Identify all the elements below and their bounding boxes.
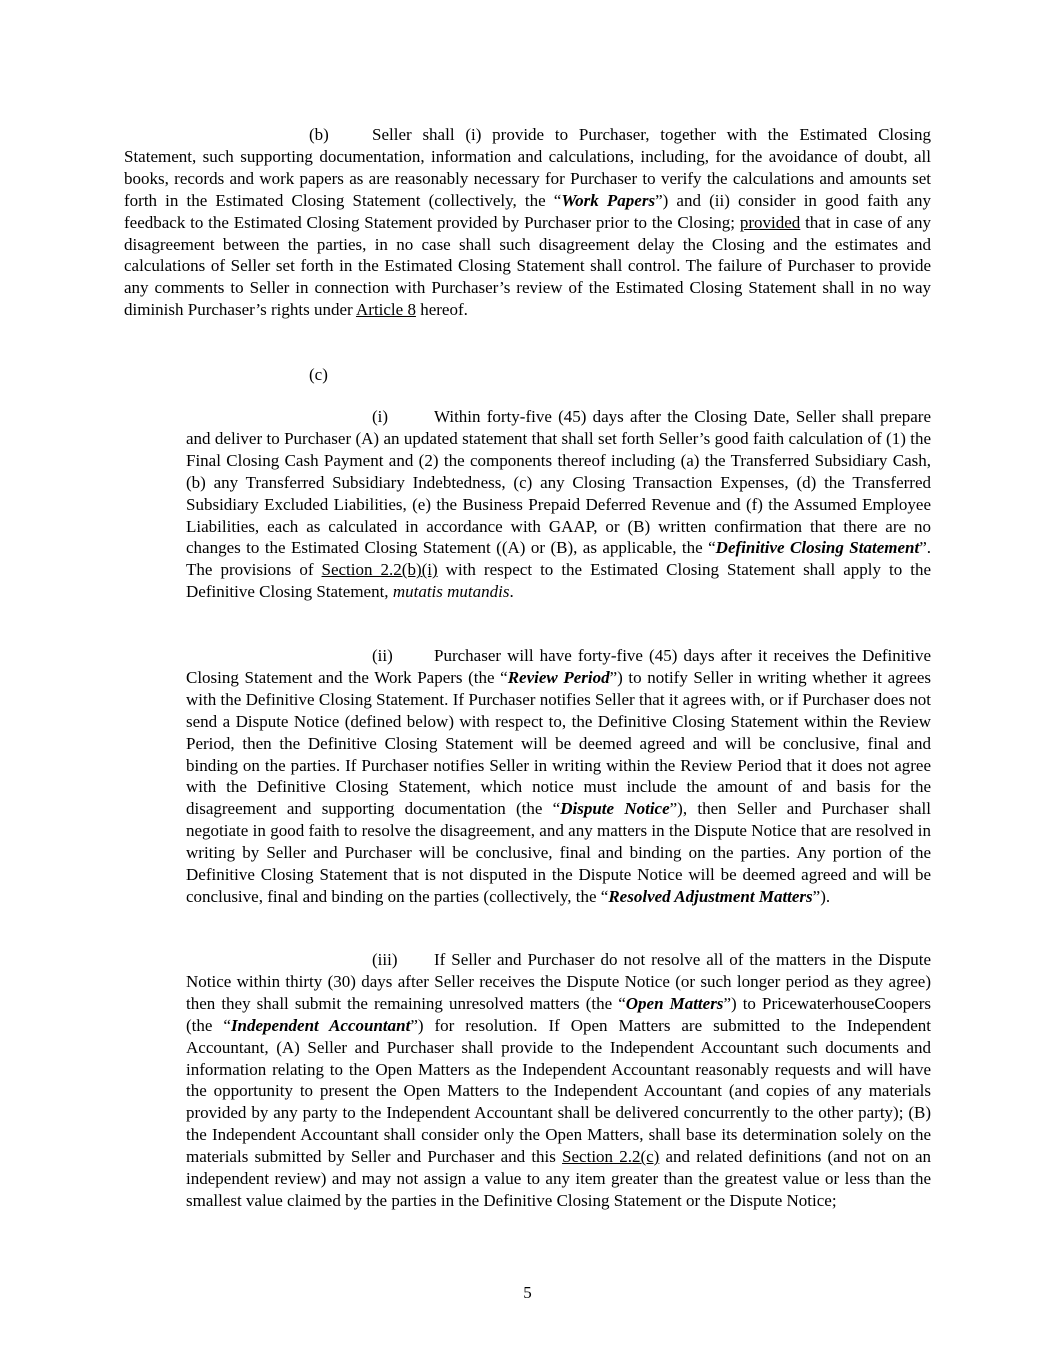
- paragraph-c-iii-text-3: ”) for resolution. If Open Matters are submitted to the Independent Accountant, (A) Seller and Purchaser shall provide to the Independent Accountant such documents and information relating to the Open Matters as the Independent Accountant reasonably requests and will have the opportunity to present the Open Matters to the Independent Accountant (and copies of any materials provided by any party to the Independent Accountant shall be delivered concurrently to the other party); (B) the Independent Accountant shall consider only the Open Matters, shall base its determination solely on the materials submitted by Seller and Purchaser and this: [186, 1015, 931, 1167]
- paragraph-c-i-text-2: ”. The provisions of: [186, 538, 931, 580]
- paragraph-c-iii-label: (iii): [372, 950, 398, 969]
- paragraph-b-text-3: that in case of any disagreement between the parties, in no case shall such disagreement delay the Closing and the estimates and calculations of Seller set forth in the Estimated Closing Statement shall control. The failure of Purchaser to provide any comments to Seller in connection with Purchaser’s review of the Estimated Closing Statement shall in no way diminish Purchaser’s rights under: [124, 212, 931, 320]
- paragraph-b-text-4: hereof.: [415, 300, 468, 320]
- paragraph-c-i-text-4: .: [509, 582, 514, 602]
- defined-term-resolved-adjustment-matters: Resolved Adjustment Matters: [608, 886, 813, 906]
- defined-term-dispute-notice: Dispute Notice: [560, 799, 670, 819]
- paragraph-c-iii: [186, 949, 931, 1212]
- paragraph-c-iii-text-2: ”) to PricewaterhouseCoopers (the “: [186, 993, 931, 1035]
- defined-term-work-papers: Work Papers: [561, 190, 656, 210]
- paragraph-c-i: [186, 406, 931, 603]
- provided-term: provided: [739, 212, 801, 232]
- paragraph-b-text-2: ”) and (ii) consider in good faith any feedback to the Estimated Closing Statement provided by Purchaser prior to the Closing;: [124, 190, 931, 232]
- defined-term-review-period: Review Period: [507, 667, 610, 687]
- paragraph-c-iii-text-4: and related definitions (and not on an independent review) and may not assign a value to any item greater than the greatest value or less than the smallest value claimed by the parties in the Definitive Closing Statement or the Dispute Notice;: [186, 1147, 931, 1210]
- defined-term-definitive-closing-statement: Definitive Closing Statement: [715, 538, 920, 558]
- paragraph-c-i-text-1: Within forty-five (45) days after the Closing Date, Seller shall prepare and deliver to Purchaser (A) an updated statement that shall set forth Seller’s good faith calculation of (1) the Final Closing Cash Payment and (2) the components thereof including (a) the Transferred Subsidiary Cash, (b) any Transferred Subsidiary Indebtedness, (c) any Closing Transaction Expenses, (d) the Transferred Subsidiary Excluded Liabilities, (e) the Business Prepaid Deferred Revenue and (f) the Assumed Employee Liabilities, each as calculated in accordance with GAAP, or (B) written confirmation that there are no changes to the Estimated Closing Statement ((A) or (B), as applicable, the “: [186, 407, 931, 558]
- paragraph-c-ii: [186, 645, 931, 908]
- defined-term-independent-accountant: Independent Accountant: [230, 1015, 411, 1035]
- cross-reference-section-2-2-c[interactable]: Section 2.2(c): [562, 1147, 660, 1167]
- paragraph-b-text-1: Seller shall (i) provide to Purchaser, together with the Estimated Closing Statement, such supporting documentation, information and calculations, including, for the avoidance of doubt, all books, records and work papers as are reasonably necessary for Purchaser to verify the calculations and amounts set forth in the Estimated Closing Statement (collectively, the “: [124, 125, 931, 210]
- paragraph-c-ii-text-4: ”).: [812, 886, 831, 906]
- paragraph-c-i-text-3: with respect to the Estimated Closing Statement shall apply to the Definitive Closing Statement,: [186, 560, 932, 602]
- paragraph-c: [309, 364, 409, 386]
- page-number: 5: [523, 1283, 532, 1302]
- defined-term-open-matters: Open Matters: [625, 993, 724, 1013]
- paragraph-c-ii-text-3: ”), then Seller and Purchaser shall negotiate in good faith to resolve the disagreement, and any matters in the Dispute Notice that are resolved in writing by Seller and Purchaser will be conclusive, final and binding on the parties. Any portion of the Definitive Closing Statement that is not disputed in the Dispute Notice will be deemed agreed and will be conclusive, final and binding on the parties (collectively, the “: [186, 799, 932, 906]
- cross-reference-article-8[interactable]: Article 8: [356, 300, 416, 320]
- cross-reference-section-2-2-b-i[interactable]: Section 2.2(b)(i): [321, 560, 438, 580]
- latin-phrase: mutatis mutandis: [392, 582, 510, 602]
- paragraph-c-iii-text-1: If Seller and Purchaser do not resolve all of the matters in the Dispute Notice within thirty (30) days after Seller receives the Dispute Notice (or such longer period as they agree) then they shall submit the remaining unresolved matters (the “: [186, 950, 931, 1013]
- paragraph-b-label: (b): [309, 125, 329, 144]
- paragraph-c-ii-text-2: ”) to notify Seller in writing whether it agrees with the Definitive Closing Statement. If Purchaser notifies Seller that it agrees with, or if Purchaser does not send a Dispute Notice (defined below) with respect to, the Definitive Closing Statement within the Review Period, then the Definitive Closing Statement will be deemed agreed and will be conclusive, final and binding on the parties. If Purchaser notifies Seller in writing within the Review Period that it does not agree with the Definitive Closing Statement, which notice must include the amount of and basis for the disagreement and supporting documentation (the “: [186, 667, 931, 819]
- paragraph-c-i-label: (i): [372, 407, 389, 426]
- paragraph-c-label: (c): [309, 365, 328, 384]
- paragraph-c-ii-text-1: Purchaser will have forty-five (45) days after it receives the Definitive Closing Statement and the Work Papers (the “: [186, 646, 931, 687]
- paragraph-c-ii-label: (ii): [372, 646, 393, 665]
- paragraph-b: [124, 124, 931, 321]
